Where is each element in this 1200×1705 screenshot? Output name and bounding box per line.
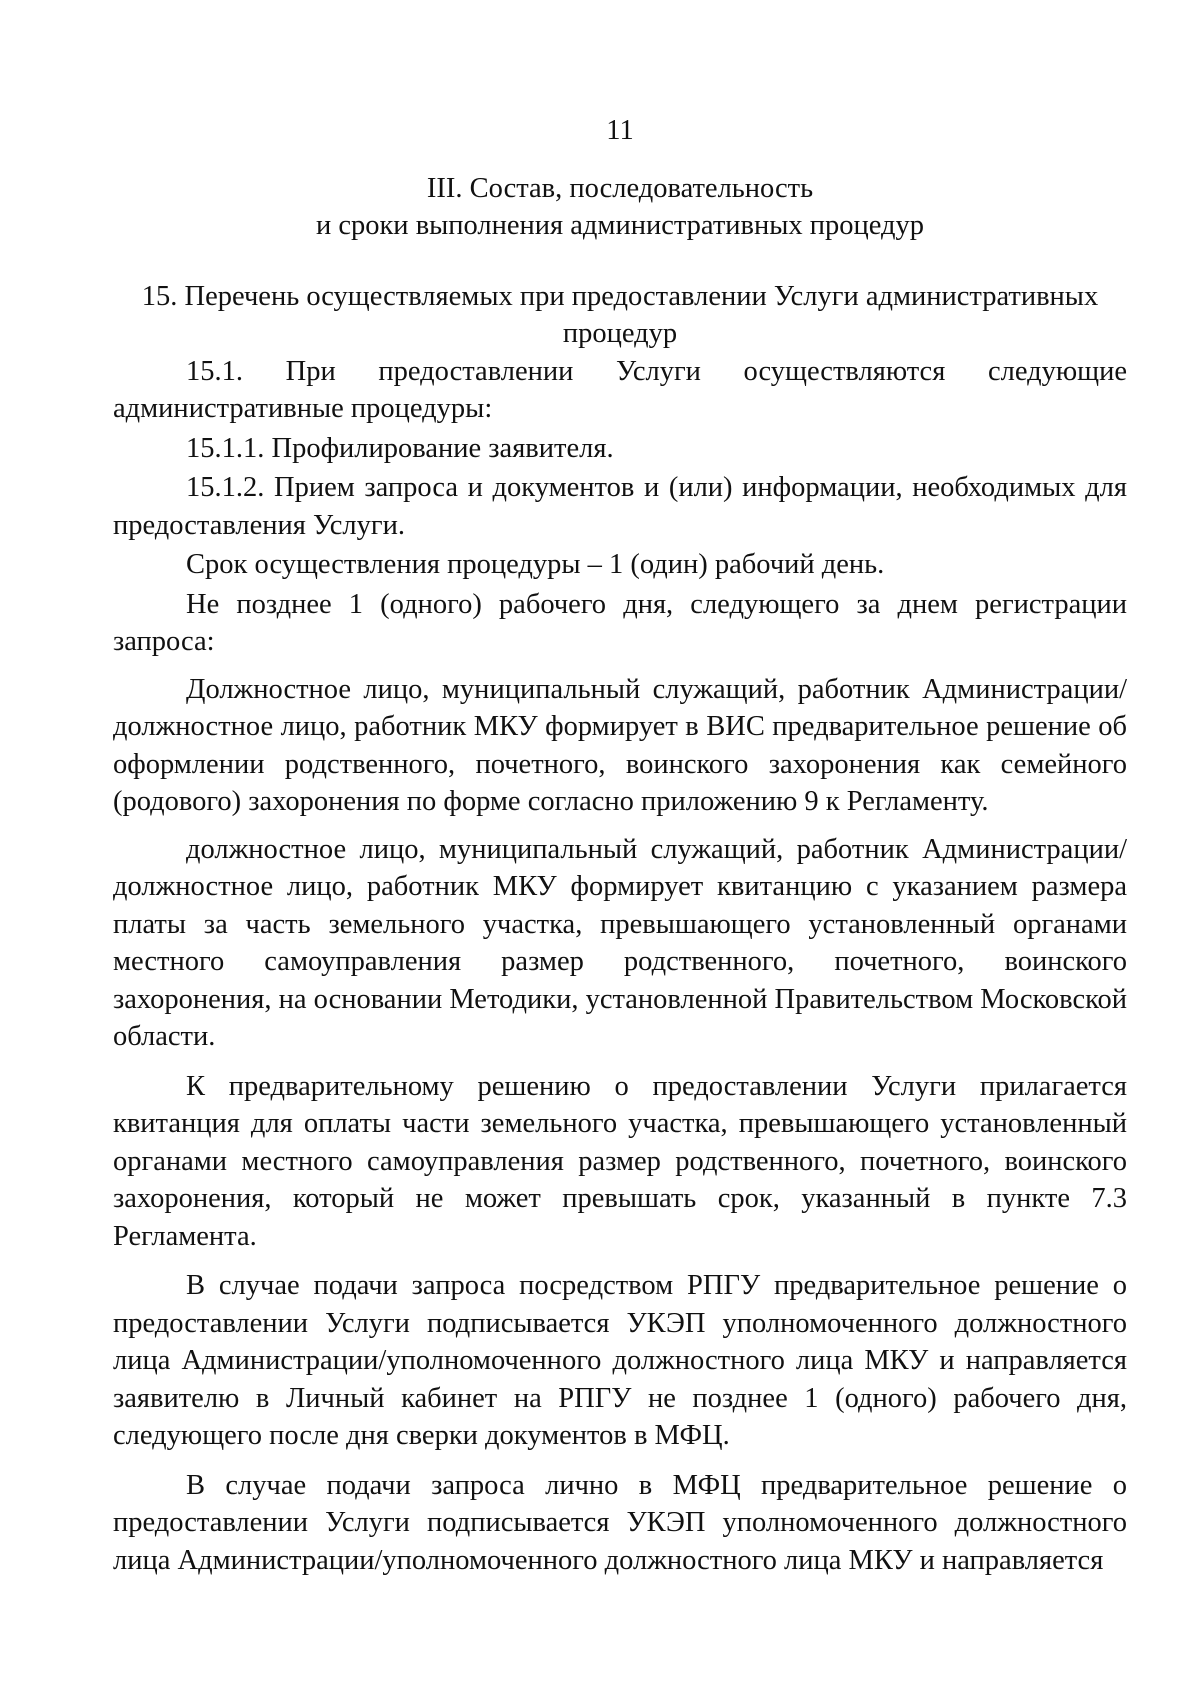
paragraph-preliminary-decision: Должностное лицо, муниципальный служащий, работник Администрации/должностное лицо, работник МКУ формирует в ВИС предварительное решение об оформлении родственного, почетного, воинского захоронения как семейного (родового) захоронения по форме согласно приложению 9 к Регламенту. (113, 673, 1127, 817)
page-number: 11 (606, 115, 634, 146)
paragraph-15-1: 15.1. При предоставлении Услуги осуществляются следующие административные процедуры: (113, 355, 1127, 424)
subsection-title: 15. Перечень осуществляемых при предоставлении Услуги административных процедур (141, 280, 1099, 349)
paragraph-deadline: Не позднее 1 (одного) рабочего дня, следующего за днем регистрации запроса: (113, 588, 1127, 657)
paragraph-15-1-1: 15.1.1. Профилирование заявителя. (186, 432, 614, 464)
paragraph-15-1-2: 15.1.2. Прием запроса и документов и (или) информации, необходимых для предоставления Услуги. (113, 472, 1127, 541)
paragraph-receipt: должностное лицо, муниципальный служащий, работник Администрации/должностное лицо, работник МКУ формирует квитанцию с указанием размера платы за часть земельного участка, превышающего установленный органами местного самоуправления размер родственного, почетного, воинского захоронения, на основании Методики, установленной Правительством Московской области. (113, 833, 1127, 1052)
section-title-line-1: III. Состав, последовательность (426, 172, 814, 204)
paragraph-procedure-term: Срок осуществления процедуры – 1 (один) рабочий день. (186, 549, 885, 580)
page-content (113, 112, 1127, 1579)
paragraph-attachment: К предварительному решению о предоставлении Услуги прилагается квитанция для оплаты части земельного участка, превышающего установленный органами местного самоуправления размер родственного, почетного, воинского захоронения, который не может превышать срок, указанный в пункте 7.3 Регламента. (113, 1070, 1127, 1252)
section-title-line-2: и сроки выполнения административных процедур (315, 210, 925, 241)
paragraph-mfc: В случае подачи запроса лично в МФЦ предварительное решение о предоставлении Услуги подписывается УКЭП уполномоченного должностного лица Администрации/уполномоченного должностного лица МКУ и направляется (113, 1469, 1127, 1576)
paragraph-rpgu: В случае подачи запроса посредством РПГУ предварительное решение о предоставлении Услуги подписывается УКЭП уполномоченного должностного лица Администрации/уполномоченного должностного лица МКУ и направляется заявителю в Личный кабинет на РПГУ не позднее 1 (одного) рабочего дня, следующего после дня сверки документов в МФЦ. (113, 1270, 1127, 1451)
